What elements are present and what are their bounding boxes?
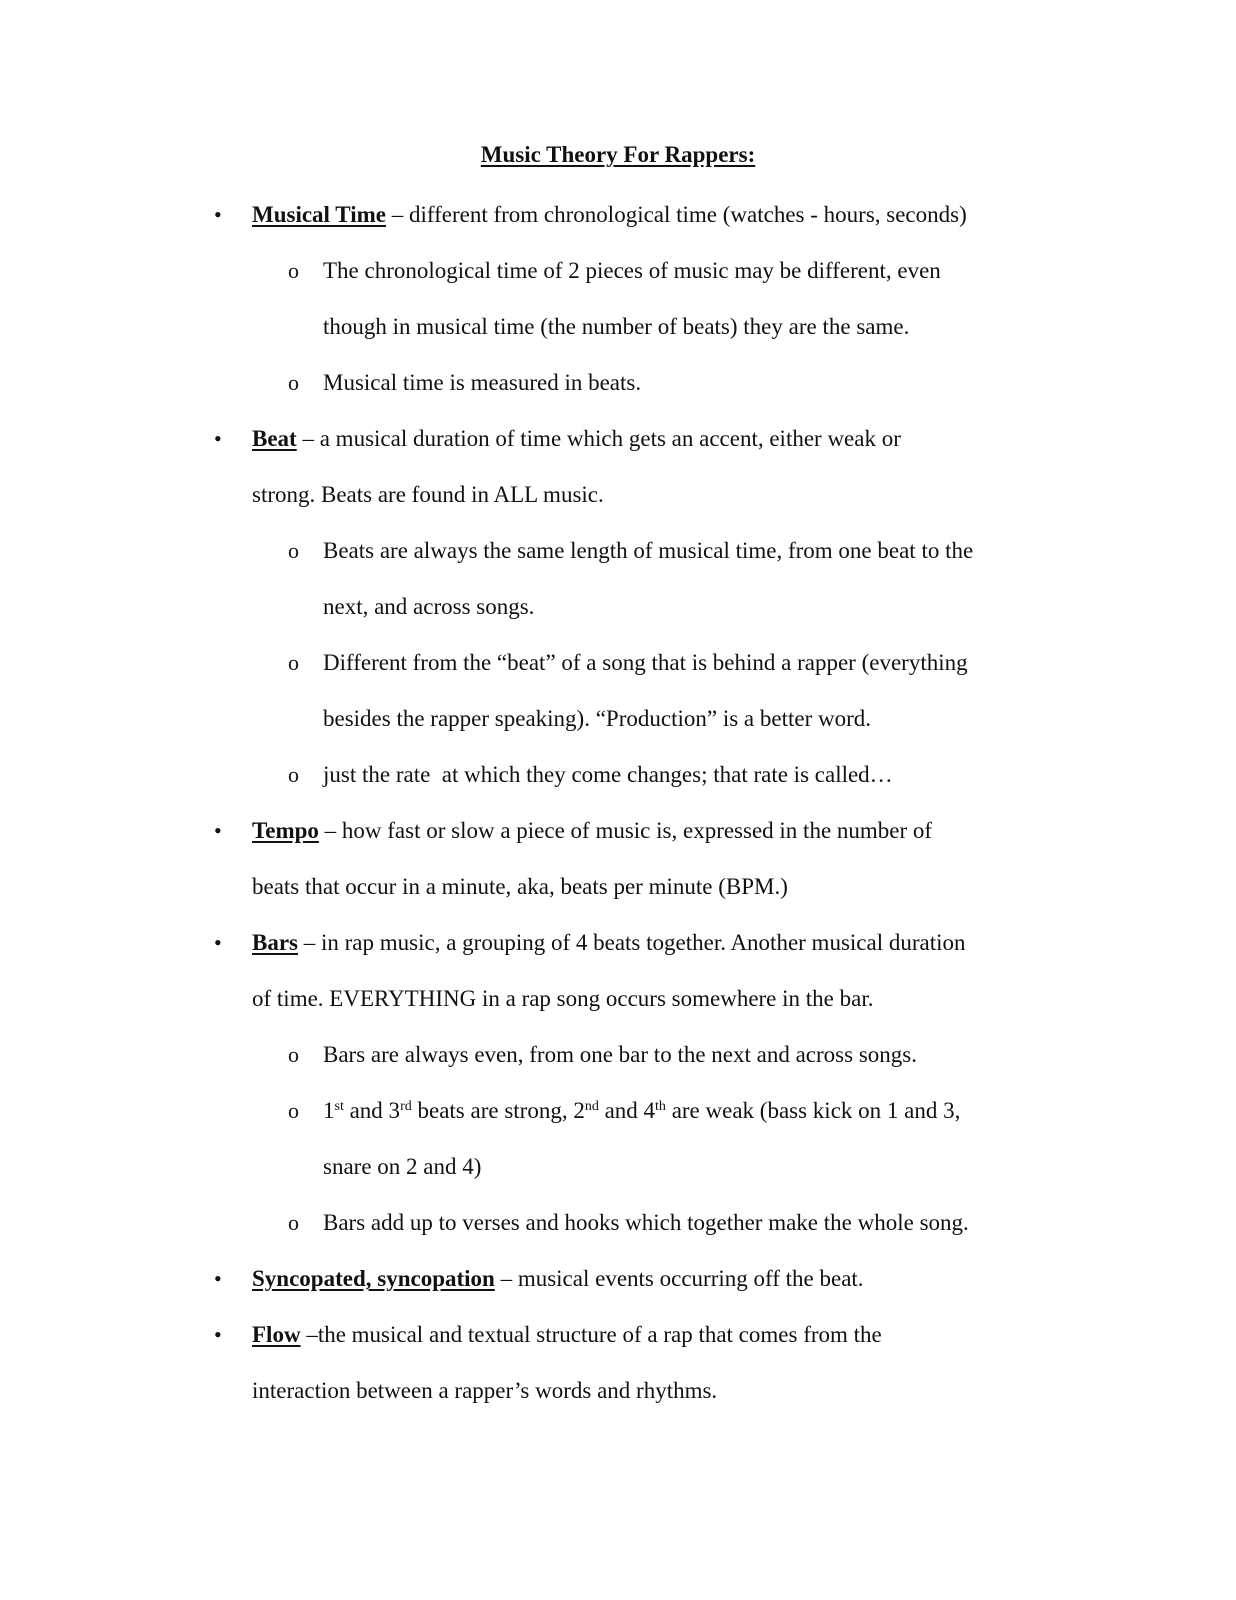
musical-time-definition: – different from chronological time (watches - hours, seconds) [385, 202, 967, 227]
tempo-definition-line1: – how fast or slow a piece of music is, expressed in the number of [318, 818, 933, 843]
ordinal-suffix: th [655, 1099, 666, 1114]
musical-time-sub2: Musical time is measured in beats. [323, 370, 642, 395]
term-flow: Flow [252, 1322, 301, 1347]
bullet-icon: • [214, 1266, 222, 1291]
flow-item [252, 1320, 882, 1350]
beat-sub3: just the rate at which they come changes; that rate is called… [323, 762, 893, 787]
ordinal-suffix: nd [584, 1099, 599, 1114]
beat-sub2-line2: besides the rapper speaking). “Production” is a better word. [323, 706, 871, 731]
flow-definition-line1: –the musical and textual structure of a rap that comes from the [300, 1322, 882, 1347]
term-bars: Bars [252, 930, 298, 955]
bars-definition-line2: of time. EVERYTHING in a rap song occurs somewhere in the bar. [252, 986, 874, 1011]
sub-bullet-icon: o [288, 370, 299, 395]
bars-sub2-line2: snare on 2 and 4) [323, 1154, 482, 1179]
beat-sub2-line1: Different from the “beat” of a song that is behind a rapper (everything [323, 650, 968, 675]
bars-sub1: Bars are always even, from one bar to the next and across songs. [323, 1042, 917, 1067]
musical-time-sub1-line2: though in musical time (the number of beats) they are the same. [323, 314, 910, 339]
term-tempo: Tempo [252, 818, 319, 843]
ordinal-number: 1 [323, 1098, 335, 1123]
sub-bullet-icon: o [288, 1042, 299, 1067]
bars-sub2-line1 [323, 1096, 960, 1126]
term-musical-time: Musical Time [252, 202, 386, 227]
beat-sub1-line1: Beats are always the same length of musical time, from one beat to the [323, 538, 974, 563]
sub-bullet-icon: o [288, 1098, 299, 1123]
bars-sub2-text: and 3 [343, 1098, 401, 1123]
sub-bullet-icon: o [288, 1210, 299, 1235]
musical-time-sub1-line1: The chronological time of 2 pieces of music may be different, even [323, 258, 941, 283]
beat-sub1-line2: next, and across songs. [323, 594, 535, 619]
beat-item [252, 424, 901, 454]
bullet-icon: • [214, 818, 222, 843]
bullet-icon: • [214, 930, 222, 955]
beat-definition-line1: – a musical duration of time which gets an accent, either weak or [296, 426, 901, 451]
syncopation-definition: – musical events occurring off the beat. [494, 1266, 864, 1291]
bullet-icon: • [214, 202, 222, 227]
bars-sub2-text: beats are strong, 2 [411, 1098, 585, 1123]
bullet-icon: • [214, 1322, 222, 1347]
tempo-item [252, 816, 932, 846]
sub-bullet-icon: o [288, 538, 299, 563]
beat-definition-line2: strong. Beats are found in ALL music. [252, 482, 604, 507]
bars-sub3: Bars add up to verses and hooks which together make the whole song. [323, 1210, 969, 1235]
sub-bullet-icon: o [288, 762, 299, 787]
flow-definition-line2: interaction between a rapper’s words and rhythms. [252, 1378, 718, 1403]
bars-definition-line1: – in rap music, a grouping of 4 beats together. Another musical duration [298, 930, 966, 955]
bars-sub2-text: and 4 [598, 1098, 656, 1123]
syncopation-item [252, 1264, 864, 1294]
ordinal-suffix: rd [400, 1099, 412, 1114]
page-title: Music Theory For Rappers: [480, 142, 756, 167]
musical-time-item [252, 200, 967, 230]
term-syncopation: Syncopated, syncopation [252, 1266, 495, 1291]
bullet-icon: • [214, 426, 222, 451]
bars-sub2-text: are weak (bass kick on 1 and 3, [665, 1098, 961, 1123]
sub-bullet-icon: o [288, 258, 299, 283]
term-beat: Beat [252, 426, 297, 451]
ordinal-suffix: st [334, 1099, 344, 1114]
bars-item [252, 928, 966, 958]
sub-bullet-icon: o [288, 650, 299, 675]
tempo-definition-line2: beats that occur in a minute, aka, beats per minute (BPM.) [252, 874, 788, 899]
